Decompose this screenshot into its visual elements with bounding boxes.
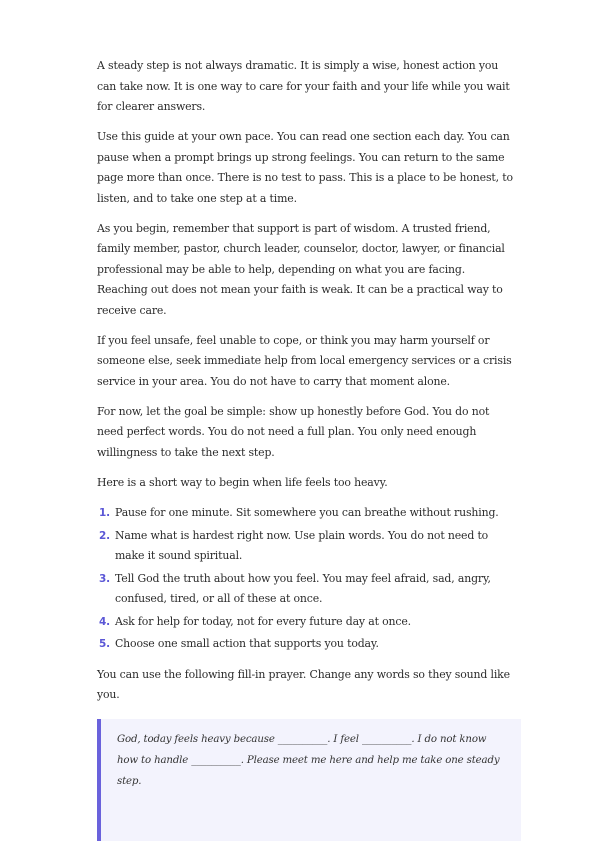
list-item-text: Ask for help for today, not for every future day at once. [115, 614, 411, 628]
paragraph-prayer-intro: You can use the following fill-in prayer. Change any words so they sound like you. [97, 667, 510, 702]
list-item [97, 569, 518, 610]
paragraph-safety: If you feel unsafe, feel unable to cope, or think you may harm yourself or someone else, seek immediate help from local emergency services or a crisis service in your area. You do not have to carry that moment alone. [97, 333, 512, 388]
list-item-text: Pause for one minute. Sit somewhere you can breathe without rushing. [115, 506, 499, 520]
list-item [97, 612, 518, 633]
paragraph-support: As you begin, remember that support is part of wisdom. A trusted friend, family member, pastor, church leader, counselor, doctor, lawyer, or financial professional may be able to help, depending on what you are facing. Reaching out does not mean your faith is weak. It can be a practical way to receive care. [97, 221, 505, 317]
prayer-text: God, today feels heavy because __________. I feel __________. I do not know how to handle __________. Please meet me here and help me take one steady step. [117, 733, 500, 787]
list-number: 5. [99, 638, 110, 651]
paragraph-goal: For now, let the goal be simple: show up honestly before God. You do not need perfect words. You do not need a full plan. You only need enough willingness to take the next step. [97, 404, 490, 459]
paragraph-list-intro: Here is a short way to begin when life feels too heavy. [97, 475, 388, 489]
list-item-text: Choose one small action that supports you today. [115, 637, 379, 651]
list-number: 3. [99, 572, 110, 585]
list-item [97, 503, 518, 524]
list-number: 4. [99, 615, 110, 628]
prayer-callout [97, 719, 521, 841]
steps-list [97, 503, 518, 655]
document-page [97, 56, 518, 841]
list-item-text: Tell God the truth about how you feel. You may feel afraid, sad, angry, confused, tired, or all of these at once. [115, 571, 491, 606]
paragraph-use-guide: Use this guide at your own pace. You can read one section each day. You can pause when a prompt brings up strong feelings. You can return to the same page more than once. There is no test to pass. This is a place to be honest, to listen, and to take one step at a time. [97, 130, 513, 205]
list-number: 1. [99, 507, 110, 520]
paragraph-steady-step: A steady step is not always dramatic. It is simply a wise, honest action you can take now. It is one way to care for your faith and your life while you wait for clearer answers. [97, 59, 510, 113]
list-number: 2. [99, 529, 110, 542]
list-item [97, 634, 518, 655]
list-item [97, 526, 518, 567]
list-item-text: Name what is hardest right now. Use plain words. You do not need to make it sound spiritual. [115, 528, 489, 563]
